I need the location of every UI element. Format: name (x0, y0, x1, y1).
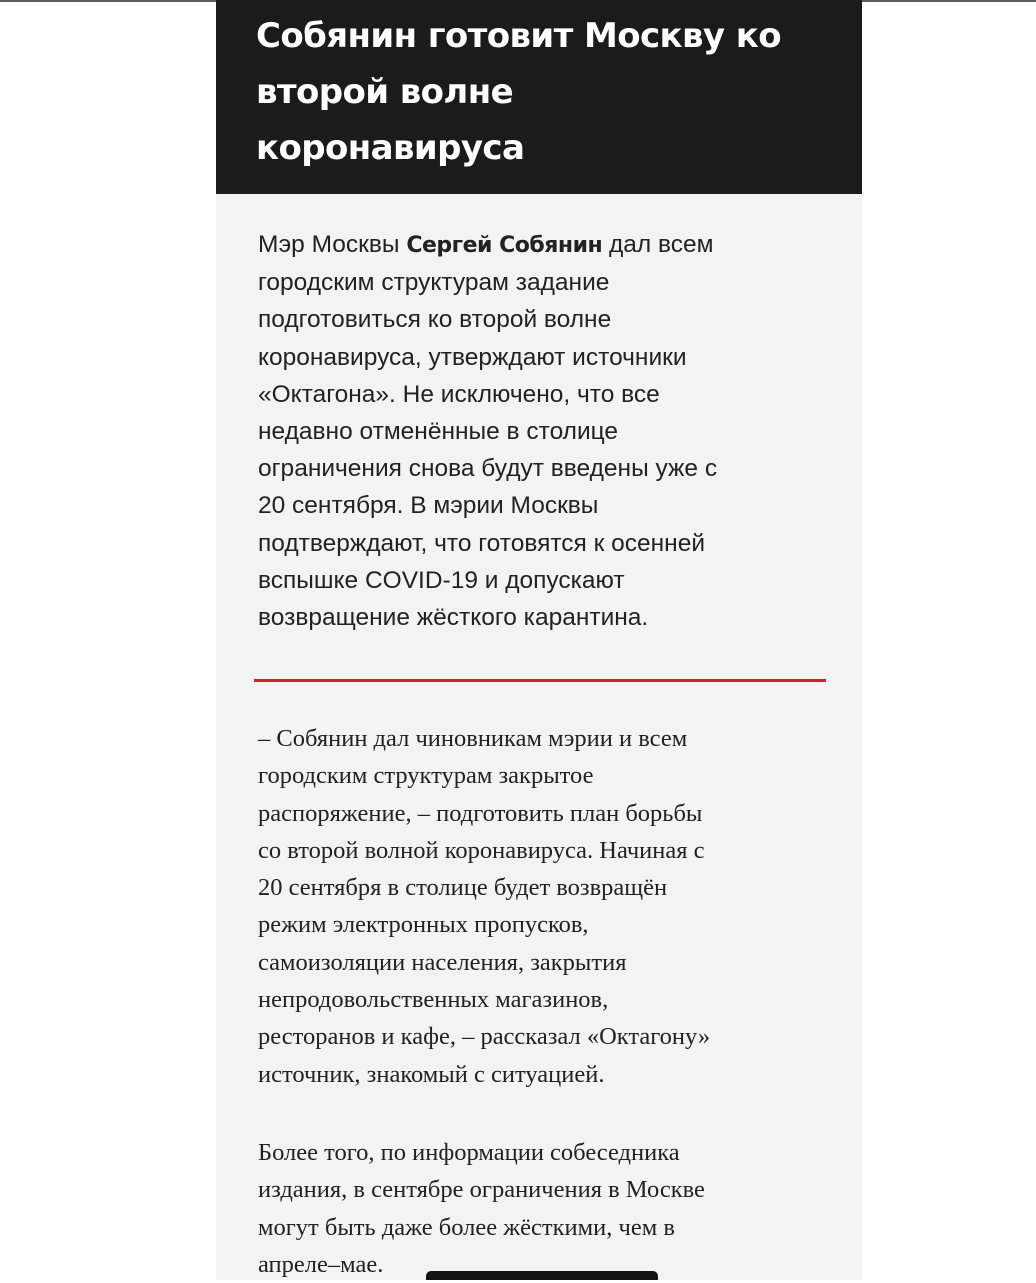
quote-line: режим электронных пропусков, (258, 911, 589, 939)
quote-line: ресторанов и кафе, – рассказал «Октагону» (258, 1023, 711, 1051)
body-paragraph (258, 1134, 818, 1283)
quote-line: – Собянин дал чиновникам мэрии и всем (258, 725, 688, 752)
quote-line: распоряжение, – подготовить план борьбы (258, 799, 703, 827)
quote-line: источник, знакомый с ситуацией. (258, 1060, 605, 1088)
article-header (216, 0, 862, 194)
headline-line: Собянин готовит Москву ко (256, 16, 781, 56)
lead-line: городским структурам задание (258, 269, 610, 297)
person-name[interactable]: Сергей Собянин (406, 233, 603, 258)
lead-line1-suffix: дал всем (602, 231, 714, 258)
quote-line: городским структурам закрытое (258, 762, 594, 790)
quote-line: со второй волной коронавируса. Начиная с (258, 836, 705, 864)
article-headline (256, 8, 836, 176)
quote-line: непродовольственных магазинов, (258, 986, 609, 1014)
body-line: могут быть даже более жёсткими, чем в (258, 1213, 675, 1241)
home-indicator[interactable] (426, 1271, 658, 1280)
lead-line: коронавируса, утверждают источники (258, 343, 687, 371)
headline-line: коронавируса (256, 128, 525, 168)
lead-line: 20 сентября. В мэрии Москвы (258, 492, 599, 520)
body-line: Более того, по информации собеседника (258, 1139, 680, 1166)
lead-paragraph (258, 226, 818, 636)
quote-paragraph (258, 720, 818, 1093)
lead-line: ограничения снова будут введены уже с (258, 455, 718, 483)
body-line: издания, в сентябре ограничения в Москве (258, 1176, 705, 1204)
lead-line: подтверждают, что готовятся к осенней (258, 529, 706, 557)
article-column (216, 0, 862, 1280)
lead-line: недавно отменённые в столице (258, 418, 619, 446)
headline-line: второй волне (256, 72, 514, 112)
lead-line: подготовиться ко второй волне (258, 306, 612, 334)
lead-line: вспышке COVID-19 и допускают (258, 566, 625, 594)
body-line: апреле–мае. (258, 1250, 384, 1278)
quote-line: самоизоляции населения, закрытия (258, 948, 627, 976)
lead-line: «Октагона». Не исключено, что все (258, 380, 660, 408)
quote-line: 20 сентября в столице будет возвращён (258, 874, 668, 902)
red-divider (254, 679, 826, 682)
lead-line: возвращение жёсткого карантина. (258, 604, 649, 632)
lead-prefix: Мэр Москвы (258, 231, 407, 258)
